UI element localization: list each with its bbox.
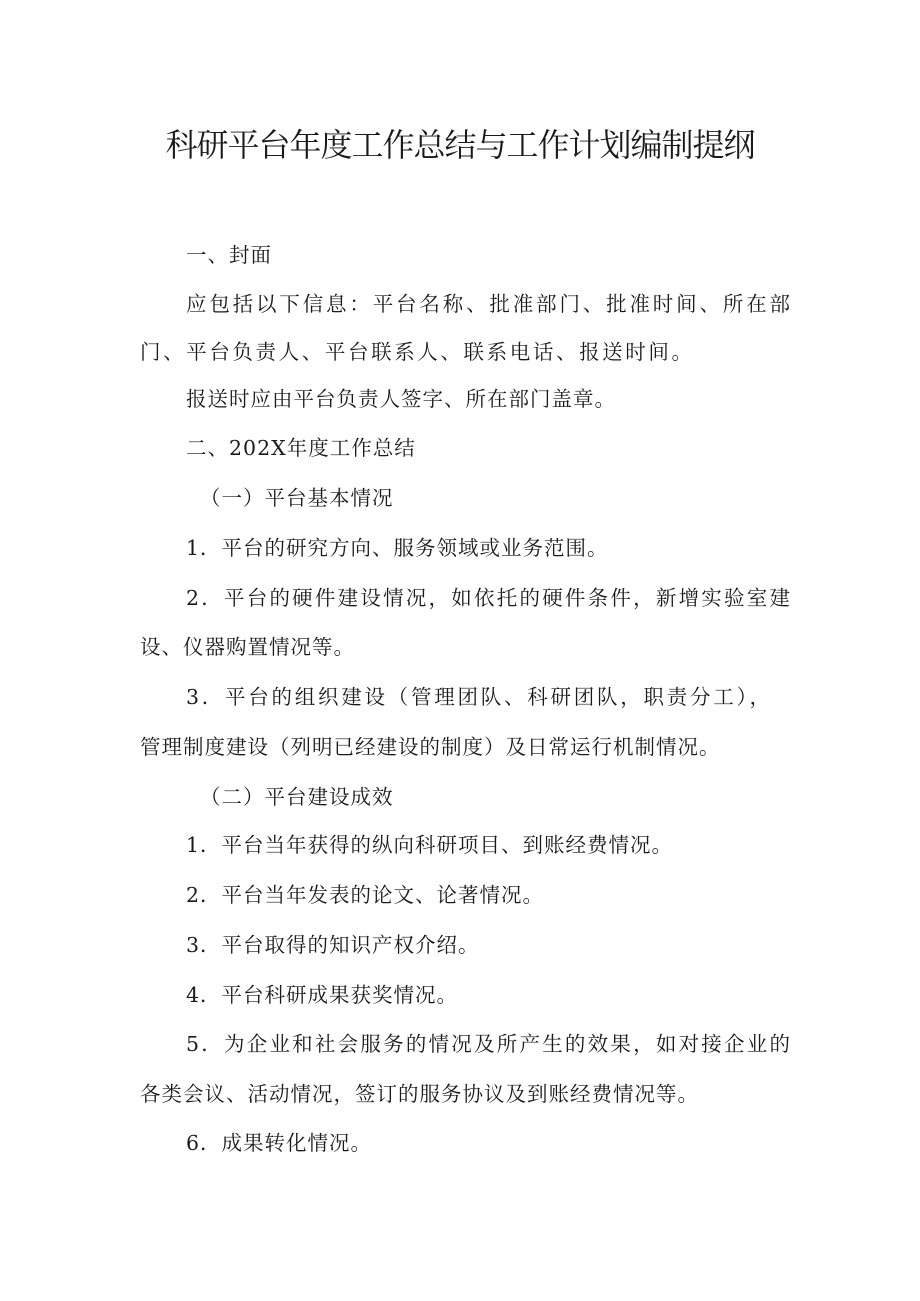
list-item: 2．平台当年发表的论文、论著情况。 — [186, 883, 545, 907]
list-item: 2．平台的硬件建设情况，如依托的硬件条件，新增实验室建 — [186, 586, 790, 610]
list-item: 6．成果转化情况。 — [186, 1131, 373, 1155]
list-item: 3．平台的组织建设（管理团队、科研团队，职责分工）， — [186, 685, 770, 709]
paragraph-line: 报送时应由平台负责人签字、所在部门盖章。 — [186, 387, 616, 411]
list-item: 1．平台的研究方向、服务领域或业务范围。 — [186, 536, 609, 560]
paragraph-line: 应包括以下信息：平台名称、批准部门、批准时间、所在部 — [186, 292, 790, 316]
list-item-continuation: 管理制度建设（列明已经建设的制度）及日常运行机制情况。 — [140, 735, 721, 759]
subsection-heading-results: （二）平台建设成效 — [200, 785, 394, 809]
list-item: 5．为企业和社会服务的情况及所产生的效果，如对接企业的 — [186, 1032, 790, 1056]
list-item-continuation: 各类会议、活动情况，签订的服务协议及到账经费情况等。 — [140, 1082, 699, 1106]
section-heading-summary: 二、202X年度工作总结 — [186, 436, 416, 460]
section-heading-cover: 一、封面 — [186, 243, 272, 267]
list-item-continuation: 设、仪器购置情况等。 — [140, 635, 355, 659]
list-item: 4．平台科研成果获奖情况。 — [186, 983, 459, 1007]
document-title: 科研平台年度工作总结与工作计划编制提纲 — [165, 126, 755, 164]
list-item: 3．平台取得的知识产权介绍。 — [186, 933, 480, 957]
list-item: 1．平台当年获得的纵向科研项目、到账经费情况。 — [186, 833, 674, 857]
paragraph-line: 门、平台负责人、平台联系人、联系电话、报送时间。 — [140, 340, 692, 364]
subsection-heading-basic: （一）平台基本情况 — [200, 486, 394, 510]
